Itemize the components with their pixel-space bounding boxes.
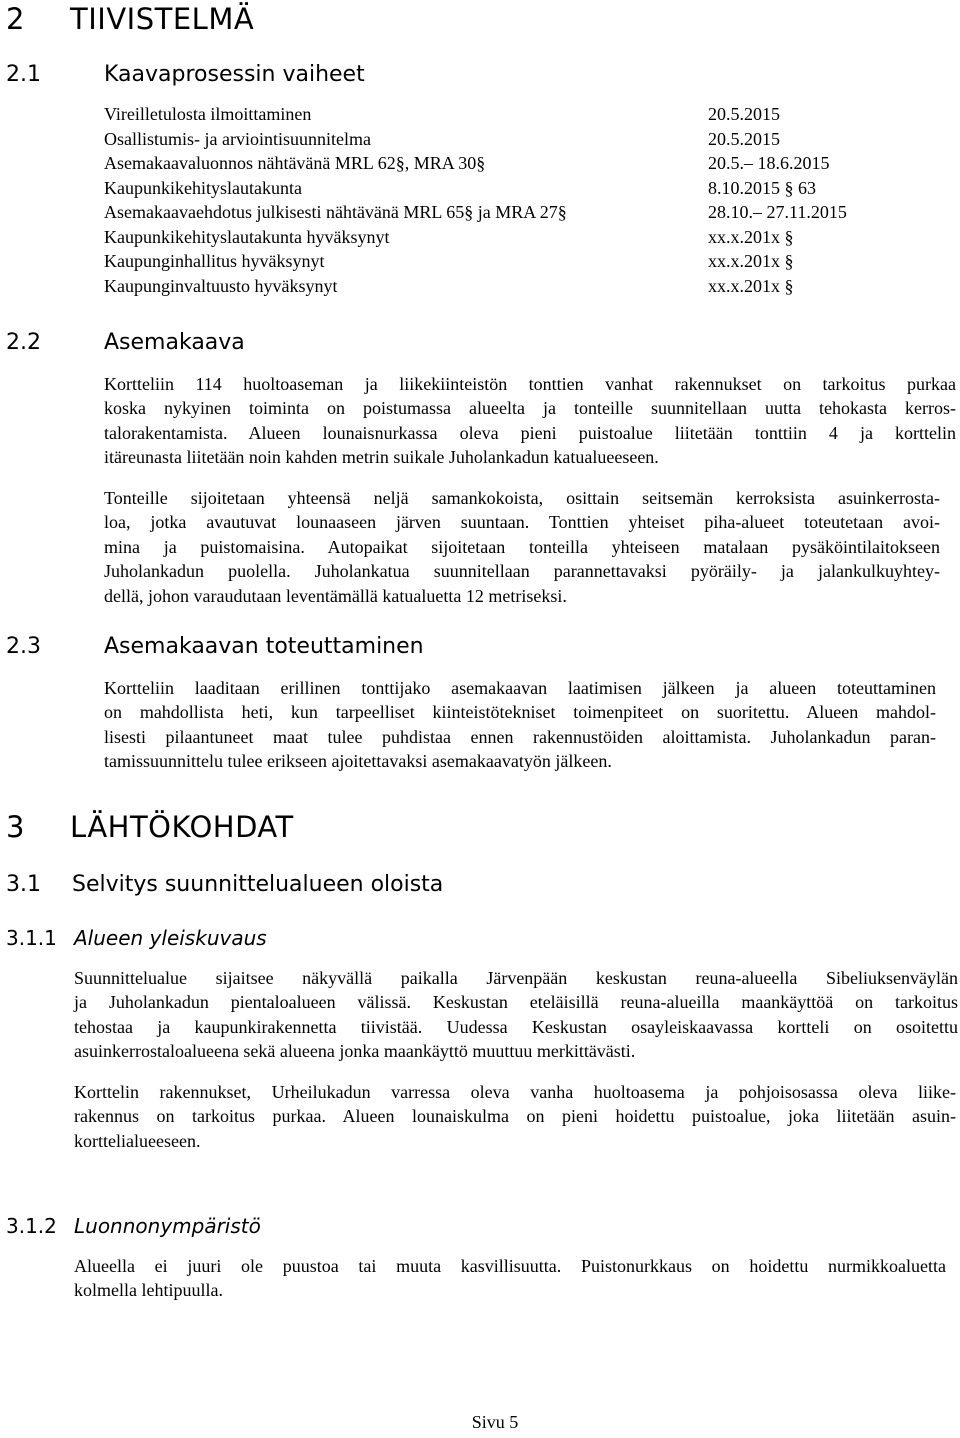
heading-3-1-2: 3.1.2 Luonnonympäristö — [6, 1214, 261, 1238]
timeline-row: Osallistumis- ja arviointisuunnitelma 20.5.2015 — [104, 128, 780, 149]
heading-3-1-1: 3.1.1 Alueen yleiskuvaus — [6, 926, 267, 950]
timeline-row: Vireilletulosta ilmoittaminen 20.5.2015 — [104, 104, 780, 124]
heading-2-2: 2.2 Asemakaava — [6, 330, 245, 355]
timeline-row: Asemakaavaehdotus julkisesti nähtävänä MRL 65§ ja MRA 27§ 28.10.– 27.11.2015 — [104, 202, 847, 222]
paragraph-asemakaava-2: Tonteille sijoitetaan yhteensä neljä samankokoista, osittain seitsemän kerroksista asuinkerrosta- loa, jotka avautuvat lounaaseen järven suuntaan. Tonttien yhteiset piha-alueet toteutetaan avoi- mina ja puistomaisina. Autopaikat sijoitetaan tonteilla yhteiseen matalaan pysäköintilaitokseen Juholankadun puolella. Juholankatua suunnitellaan parannettavaksi pyöräily- ja jalankulkuyhtey- dellä, johon varaudutaan leventämällä katualuetta 12 metriseksi. — [104, 488, 940, 606]
paragraph-yleiskuvaus-2: Korttelin rakennukset, Urheilukadun varressa oleva vanha huoltoasema ja pohjoisosassa oleva liike- rakennus on tarkoitus purkaa. Alueen lounaiskulma on pieni hoidettu puistoalue, joka liitetään asuin- korttelialueeseen. — [74, 1082, 956, 1151]
heading-section-2: 2 TIIVISTELMÄ — [6, 2, 255, 36]
heading-3-1: 3.1 Selvitys suunnittelualueen oloista — [6, 872, 444, 897]
heading-section-3: 3 LÄHTÖKOHDAT — [6, 810, 294, 844]
process-timeline — [104, 102, 864, 298]
timeline-row: Kaupunkikehityslautakunta 8.10.2015 § 63 — [104, 177, 816, 198]
paragraph-asemakaava-1: Kortteliin 114 huoltoaseman ja liikekiinteistön tonttien vanhat rakennukset on tarkoitus purkaa koska nykyinen toiminta on poistumassa alueelta ja tonteille suunnitellaan uutta tehokasta kerros- talorakentamista. Alueen lounaisnurkassa oleva pieni puistoalue liitetään tonttiin 4 ja korttelin itäreunasta liitetään noin kahden metrin suikale Juholankadun katualueeseen. — [104, 374, 956, 468]
timeline-row: Asemakaavaluonnos nähtävänä MRL 62§, MRA 30§ 20.5.– 18.6.2015 — [104, 153, 830, 173]
timeline-row: Kaupunkikehityslautakunta hyväksynyt xx.x.201x § — [104, 226, 794, 247]
timeline-row: Kaupunginhallitus hyväksynyt xx.x.201x § — [104, 251, 794, 271]
paragraph-yleiskuvaus-1: Suunnittelualue sijaitsee näkyvällä paikalla Järvenpään keskustan reuna-alueella Sibeliuksenväylän ja Juholankadun pientaloalueen välissä. Keskustan eteläisillä reuna-alueilla maankäyttöä on tarkoitus tehostaa ja kaupunkirakennetta tiivistää. Uudessa Keskustan osayleiskaavassa kortteli on osoitettu asuinkerrostaloalueena sekä alueena jonka maankäyttö muuttuu merkittävästi. — [74, 968, 958, 1062]
paragraph-luonnonymparisto: Alueella ei juuri ole puustoa tai muuta kasvillisuutta. Puistonurkkaus on hoidettu nurmikkoaluetta kolmella lehtipuulla. — [74, 1256, 946, 1301]
paragraph-toteuttaminen: Kortteliin laaditaan erillinen tonttijako asemakaavan laatimisen jälkeen ja alueen toteuttaminen on mahdollista heti, kun tarpeelliset kiinteistötekniset toimenpiteet on suoritettu. Alueen mahdol- lisesti pilaantuneet maat tulee puhdistaa ennen rakennustöiden aloittamista. Juholankadun paran- tamissuunnittelu tulee erikseen ajoitettavaksi asemakaavatyön jälkeen. — [104, 678, 936, 772]
heading-2-1: 2.1 Kaavaprosessin vaiheet — [6, 62, 365, 87]
heading-2-3: 2.3 Asemakaavan toteuttaminen — [6, 634, 424, 659]
page-number: Sivu 5 — [471, 1412, 519, 1432]
timeline-row: Kaupunginvaltuusto hyväksynyt xx.x.201x § — [104, 275, 794, 296]
